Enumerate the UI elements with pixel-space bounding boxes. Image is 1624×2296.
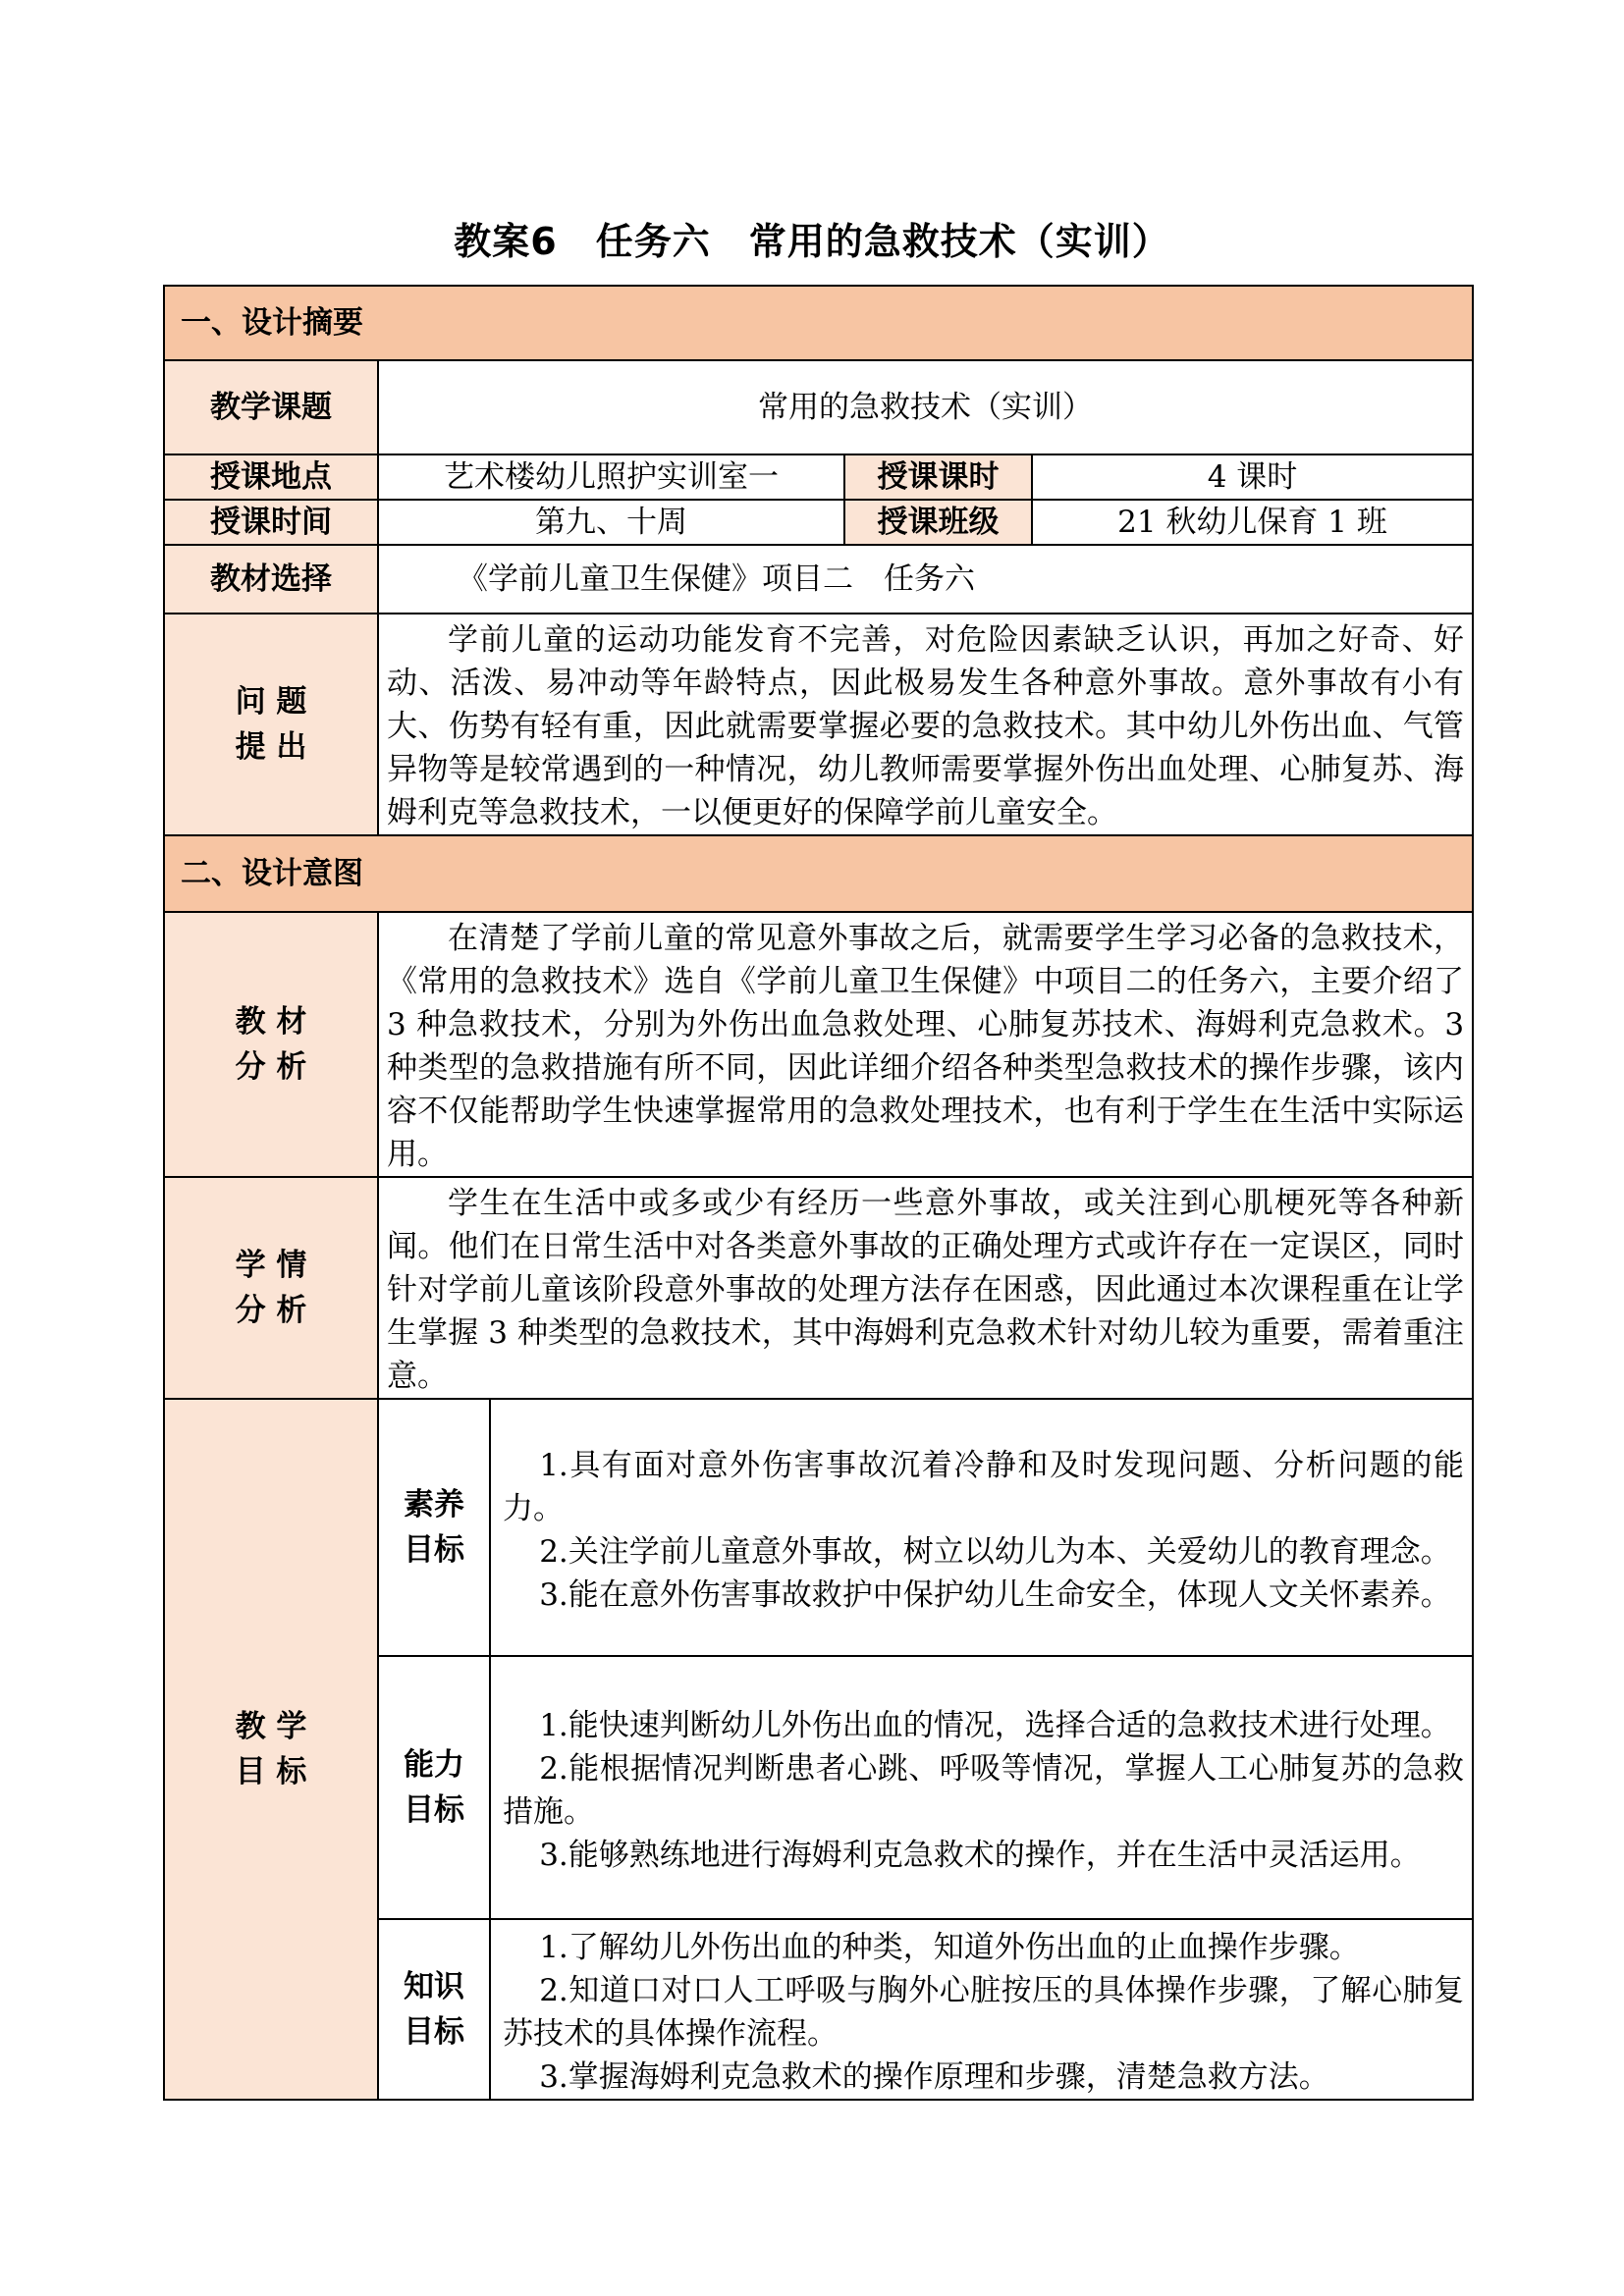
topic-label: 教学课题 [164,360,378,454]
knowledge-label-line2: 目标 [404,2014,464,2050]
ability-label [378,1656,490,1919]
textbook-value: 《学前儿童卫生保健》项目二 任务六 [378,545,1473,614]
learner-text: 学生在生活中或多或少有经历一些意外事故，或关注到心肌梗死等各种新闻。他们在日常生活中对各类意外事故的正确处理方式或许存在一定误区，同时针对学前儿童该阶段意外事故的处理方法存在困惑，因此通过本次课程重在让学生掌握 3 种类型的急救技术，其中海姆利克急救术针对幼儿较为重要，需着重注意。 [378,1177,1473,1399]
problem-label-line2: 提 出 [235,729,307,765]
literacy-goals [490,1399,1473,1656]
ability-label-line2: 目标 [404,1792,464,1828]
material-label [164,912,378,1177]
learner-label-line1: 学 情 [235,1248,307,1283]
knowledge-item-3: 3.掌握海姆利克急救术的操作原理和步骤，清楚急救方法。 [539,2059,1329,2095]
class-label: 授课班级 [844,500,1032,545]
literacy-label-line1: 素养 [404,1487,464,1522]
knowledge-goals [490,1919,1473,2100]
place-value: 艺术楼幼儿照护实训室一 [378,454,844,500]
goals-label-line2: 目 标 [235,1754,307,1789]
ability-label-line1: 能力 [404,1747,464,1783]
place-label: 授课地点 [164,454,378,500]
literacy-label-line2: 目标 [404,1532,464,1568]
problem-text: 学前儿童的运动功能发育不完善，对危险因素缺乏认识，再加之好奇、好动、活泼、易冲动等年龄特点，因此极易发生各种意外事故。意外事故有小有大、伤势有轻有重，因此就需要掌握必要的急救技术。其中幼儿外伤出血、气管异物等是较常遇到的一种情况，幼儿教师需要掌握外伤出血处理、心肺复苏、海姆利克等急救技术，一以便更好的保障学前儿童安全。 [378,614,1473,835]
literacy-item-1: 1.具有面对意外伤害事故沉着冷静和及时发现问题、分析问题的能力。 [503,1448,1465,1526]
knowledge-label-line1: 知识 [404,1969,464,2004]
material-label-line2: 分 析 [235,1049,307,1085]
goals-label [164,1399,378,2100]
learner-label-line2: 分 析 [235,1293,307,1328]
material-text: 在清楚了学前儿童的常见意外事故之后，就需要学生学习必备的急救技术，《常用的急救技术》选自《学前儿童卫生保健》中项目二的任务六，主要介绍了 3 种急救技术，分别为外伤出血急救处理、心肺复苏技术、海姆利克急救术。3 种类型的急救措施有所不同，因此详细介绍各种类型急救技术的操作步骤，该内容不仅能帮助学生快速掌握常用的急救处理技术，也有利于学生在生活中实际运用。 [378,912,1473,1177]
problem-label-line1: 问 题 [235,684,307,720]
ability-item-3: 3.能够熟练地进行海姆利克急救术的操作，并在生活中灵活运用。 [539,1838,1421,1873]
ability-item-2: 2.能根据情况判断患者心跳、呼吸等情况，掌握人工心肺复苏的急救措施。 [503,1751,1465,1830]
time-label: 授课时间 [164,500,378,545]
knowledge-label [378,1919,490,2100]
knowledge-item-1: 1.了解幼儿外伤出血的种类，知道外伤出血的止血操作步骤。 [539,1930,1360,1965]
page-title: 教案6 任务六 常用的急救技术（实训） [454,220,1170,263]
section-header-intent: 二、设计意图 [164,835,1473,912]
literacy-label [378,1399,490,1656]
time-value: 第九、十周 [378,500,844,545]
hours-label: 授课课时 [844,454,1032,500]
learner-label [164,1177,378,1399]
textbook-label: 教材选择 [164,545,378,614]
literacy-item-2: 2.关注学前儿童意外事故，树立以幼儿为本、关爱幼儿的教育理念。 [539,1534,1451,1570]
material-label-line1: 教 材 [235,1004,307,1040]
knowledge-item-2: 2.知道口对口人工呼吸与胸外心脏按压的具体操作步骤，了解心肺复苏技术的具体操作流程。 [503,1973,1465,2052]
topic-value: 常用的急救技术（实训） [378,360,1473,454]
goals-label-line1: 教 学 [235,1709,307,1744]
literacy-item-3: 3.能在意外伤害事故救护中保护幼儿生命安全，体现人文关怀素养。 [539,1577,1451,1613]
lesson-plan-table [163,285,1474,2101]
hours-value: 4 课时 [1032,454,1473,500]
class-value: 21 秋幼儿保育 1 班 [1032,500,1473,545]
problem-label [164,614,378,835]
section-header-summary: 一、设计摘要 [164,286,1473,360]
ability-goals [490,1656,1473,1919]
ability-item-1: 1.能快速判断幼儿外伤出血的情况，选择合适的急救技术进行处理。 [539,1708,1451,1743]
